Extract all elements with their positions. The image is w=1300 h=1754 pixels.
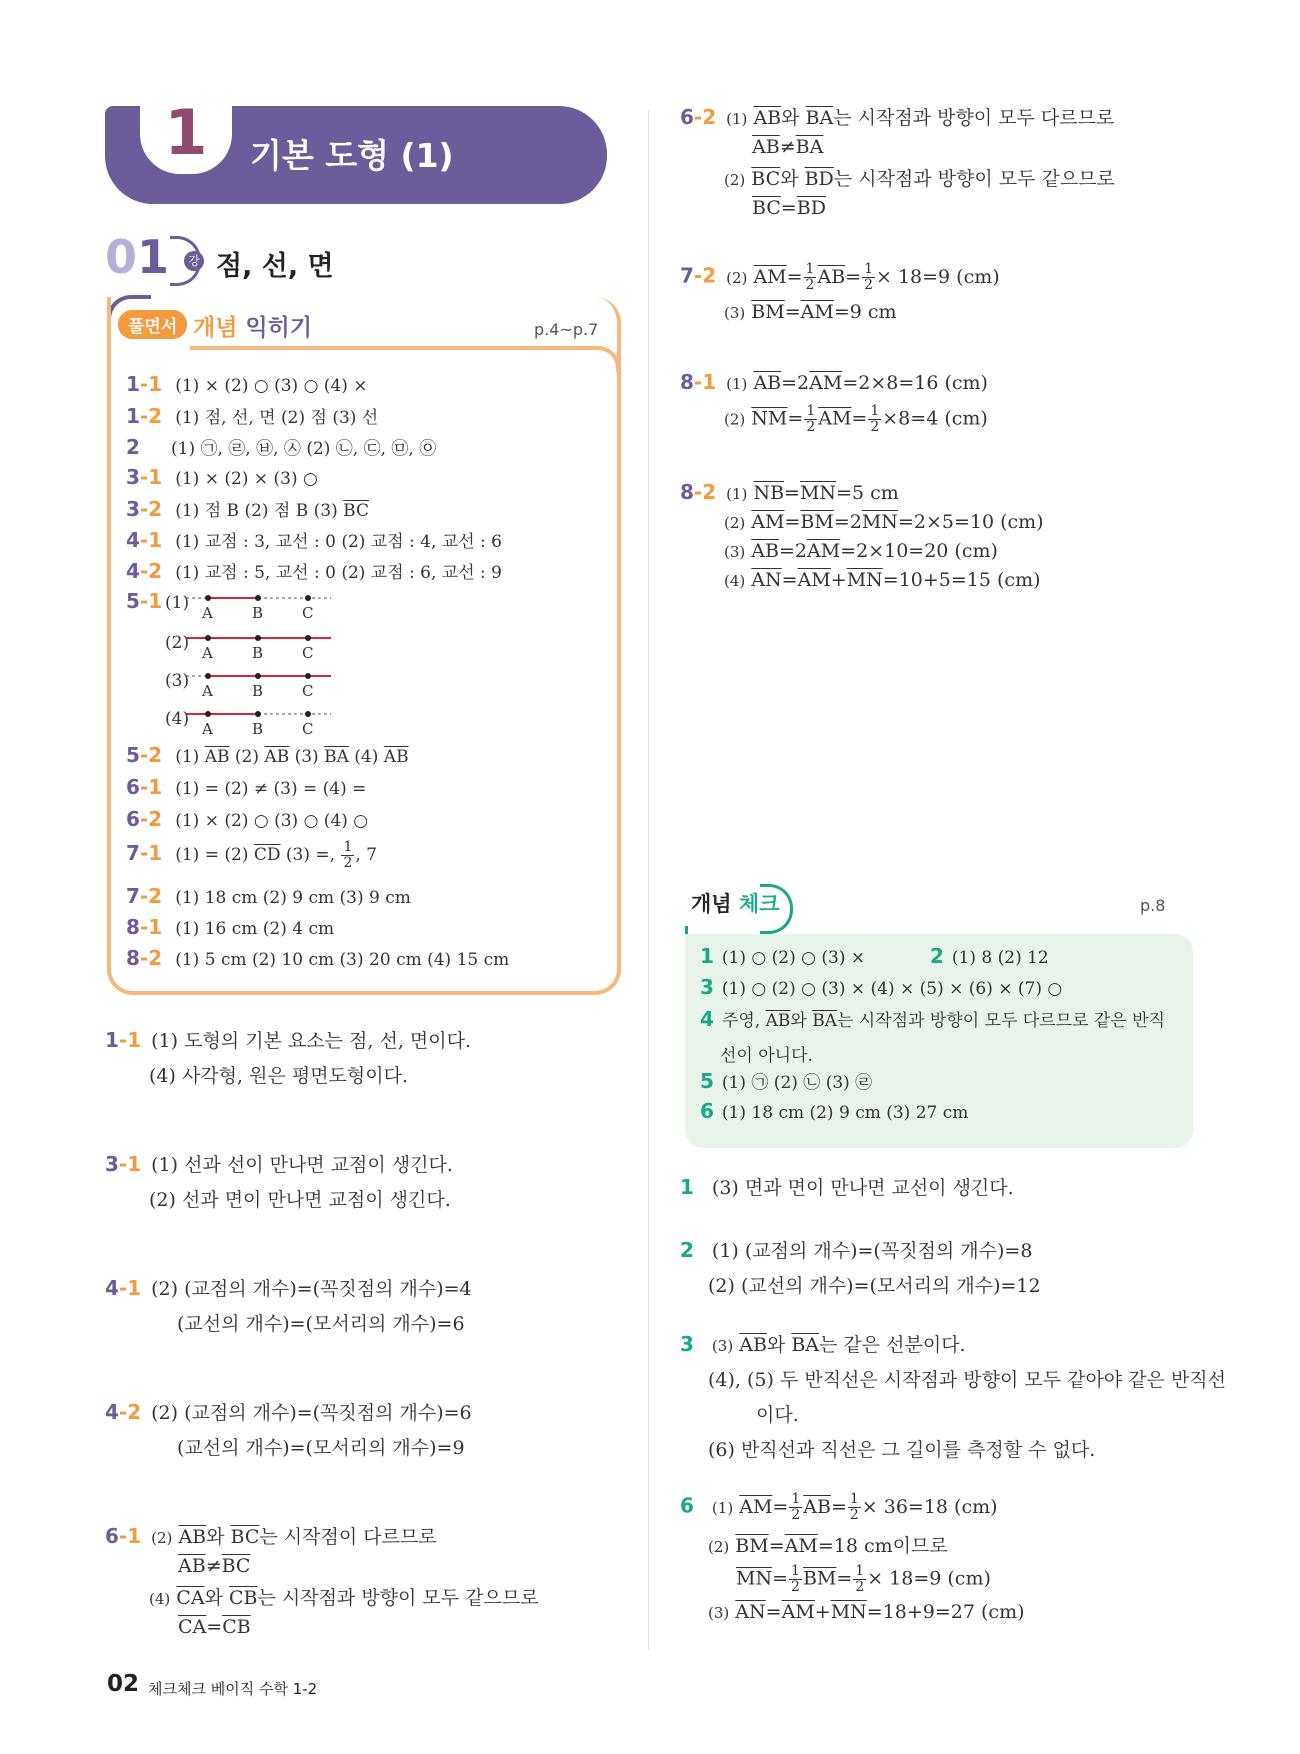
answer-1-1: 1-1 (1) × (2) ○ (3) ○ (4) ×	[126, 372, 368, 396]
column-divider	[648, 110, 649, 1650]
check-answer-2: 2 (1) 8 (2) 12	[930, 944, 1049, 968]
check-arc-decoration	[760, 884, 793, 934]
explanation-6-2: 6-2 (1) $\overline{AB}$와 $\overline{BA}$는 시작점과 방향이 모두 다르므로 $\overline{AB}\ne\overline{BA}$ (2) $\overline{BC}$와 $\overline{BD}$는 시작점과 방향이 모두 같으므로 $\overline{BC}=\overline{BD}$	[680, 105, 1115, 219]
explanation-1-1: 1-1 (1) 도형의 기본 요소는 점, 선, 면이다. (4) 사각형, 원은 평면도형이다.	[105, 1028, 472, 1087]
answer-6-2: 6-2 (1) × (2) ○ (3) ○ (4) ○	[126, 807, 369, 831]
answer-2: 2 (1) ㉠, ㉣, ㉥, ㉦ (2) ㉡, ㉢, ㉤, ㉧	[126, 435, 437, 459]
lesson-title: 점, 선, 면	[216, 251, 334, 282]
diagram-2-label: (2)	[165, 633, 190, 653]
diagram-4-label: (4)	[165, 709, 190, 729]
segment-diagram-2: A B C	[186, 628, 331, 668]
explanation-3-1: 3-1 (1) 선과 선이 만나면 교점이 생긴다. (2) 선과 면이 만나면 교점이 생긴다.	[105, 1152, 453, 1211]
answer-8-1: 8-1 (1) 16 cm (2) 4 cm	[126, 915, 335, 939]
check-answer-5: 5 (1) ㉠ (2) ㉡ (3) ㉣	[700, 1069, 873, 1093]
concept-page-ref: p.4~p.7	[534, 320, 599, 339]
answer-8-2: 8-2 (1) 5 cm (2) 10 cm (3) 20 cm (4) 15 cm	[126, 946, 510, 970]
explanation-4-1: 4-1 (2) (교점의 개수)=(꼭짓점의 개수)=4 (교선의 개수)=(모서리의 개수)=6	[105, 1276, 472, 1335]
check-title: 개념 체크	[691, 892, 780, 916]
lesson-number: 01	[105, 230, 170, 284]
diagram-1-label: (1)	[165, 593, 190, 613]
answer-4-1: 4-1 (1) 교점 : 3, 교선 : 0 (2) 교점 : 4, 교선 : 6	[126, 528, 503, 552]
answer-6-1: 6-1 (1) = (2) ≠ (3) = (4) =	[126, 775, 367, 799]
check-answer-3: 3 (1) ○ (2) ○ (3) × (4) × (5) × (6) × (7) ○	[700, 975, 1063, 999]
explanation-6-1: 6-1 (2) $\overline{AB}$와 $\overline{BC}$는 시작점이 다르므로 $\overline{AB}\ne\overline{BC}$ (4) $\overline{CA}$와 $\overline{CB}$는 시작점과 방향이 모두 같으므로 $\overline{CA}=\overline{CB}$	[105, 1524, 539, 1638]
check-explanation-1: 1 (3) 면과 면이 만나면 교선이 생긴다.	[680, 1175, 1014, 1199]
segment-diagram-1: A B C	[186, 588, 331, 628]
answer-7-2: 7-2 (1) 18 cm (2) 9 cm (3) 9 cm	[126, 884, 411, 908]
chapter-number: 1	[164, 96, 208, 169]
book-title: 체크체크 베이직 수학 1-2	[148, 1680, 318, 1698]
diagram-3-label: (3)	[165, 671, 190, 691]
concept-box-top-border	[190, 346, 595, 350]
check-page-ref: p.8	[1140, 896, 1166, 915]
answer-3-2: 3-2 (1) 점 B (2) 점 B (3) $\overline{BC}$	[126, 497, 369, 521]
explanation-8-1: 8-1 (1) $\overline{AB}=2\overline{AM}=2\times 8=16$ (cm) (2) $\overline{NM}=$ $\frac{1}{2}$ $\overline{AM}=$ $\frac{1}{2}$ ×8=4 (cm)	[680, 370, 988, 435]
answer-1-2: 1-2 (1) 점, 선, 면 (2) 점 (3) 선	[126, 404, 379, 428]
answer-5-2: 5-2 (1) $\overline{AB}$ (2) $\overline{AB}$ (3) $\overline{BA}$ (4) $\overline{AB}$	[126, 743, 409, 767]
lesson-badge: 강	[184, 251, 204, 271]
explanation-4-2: 4-2 (2) (교점의 개수)=(꼭짓점의 개수)=6 (교선의 개수)=(모서리의 개수)=9	[105, 1400, 472, 1459]
check-explanation-3: 3 (3) $\overline{AB}$와 $\overline{BA}$는 같은 선분이다. (4), (5) 두 반직선은 시작점과 방향이 모두 같아야 같은 반직선 이다. (6) 반직선과 직선은 그 길이를 측정할 수 없다.	[680, 1332, 1227, 1461]
answer-5-1-label: 5-1	[126, 589, 163, 613]
chapter-title: 기본 도형 (1)	[250, 136, 454, 175]
check-answer-6: 6 (1) 18 cm (2) 9 cm (3) 27 cm	[700, 1099, 969, 1123]
check-explanation-2: 2 (1) (교점의 개수)=(꼭짓점의 개수)=8 (2) (교선의 개수)=(모서리의 개수)=12	[680, 1238, 1041, 1297]
answer-3-1: 3-1 (1) × (2) × (3) ○	[126, 465, 318, 489]
concept-title: 개념 익히기	[193, 315, 313, 341]
page-number: 02	[107, 1671, 140, 1697]
answer-4-2: 4-2 (1) 교점 : 5, 교선 : 0 (2) 교점 : 6, 교선 : 9	[126, 559, 503, 583]
explanation-8-2: 8-2 (1) $\overline{NB}=\overline{MN}=5$ cm (2) $\overline{AM}=\overline{BM}=2\overline{MN}=2\times 5=10$ (cm) (3) $\overline{AB}=2\overline{AM}=2\times 10=20$ (cm) (4) $\overline{AN}=\overline{AM}+\overline{MN}=10+5=15$ (cm)	[680, 480, 1044, 591]
check-answer-1: 1 (1) ○ (2) ○ (3) ×	[700, 944, 866, 968]
concept-pill: 풀면서	[118, 310, 187, 339]
check-explanation-6: 6 (1) $\overline{AM}=$ $\frac{1}{2}$ $\overline{AB}=$ $\frac{1}{2}$ × 36=18 (cm) (2) $\overline{BM}=\overline{AM}=18$ cm이므로 $\overline{MN}=$ $\frac{1}{2}$ $\overline{BM}=$ $\frac{1}{2}$ × 18=9 (cm) (3) $\overline{AN}=\overline{AM}+\overline{MN}=18+9=27$ (cm)	[680, 1491, 1025, 1623]
answer-7-1: 7-1 (1) = (2) $\overline{CD}$ (3) =, $\frac{1}{2}$ , 7	[126, 839, 377, 871]
check-answer-4: 4 주영, $\overline{AB}$와 $\overline{BA}$는 시작점과 방향이 모두 다르므로 같은 반직 선이 아니다.	[700, 1007, 1165, 1066]
segment-diagram-3: A B C	[186, 666, 331, 706]
explanation-7-2: 7-2 (2) $\overline{AM}=$ $\frac{1}{2}$ $\overline{AB}=$ $\frac{1}{2}$ × 18=9 (cm) (3) $\overline{BM}=\overline{AM}=9$ cm	[680, 261, 1000, 323]
segment-diagram-4: A B C	[186, 704, 331, 744]
